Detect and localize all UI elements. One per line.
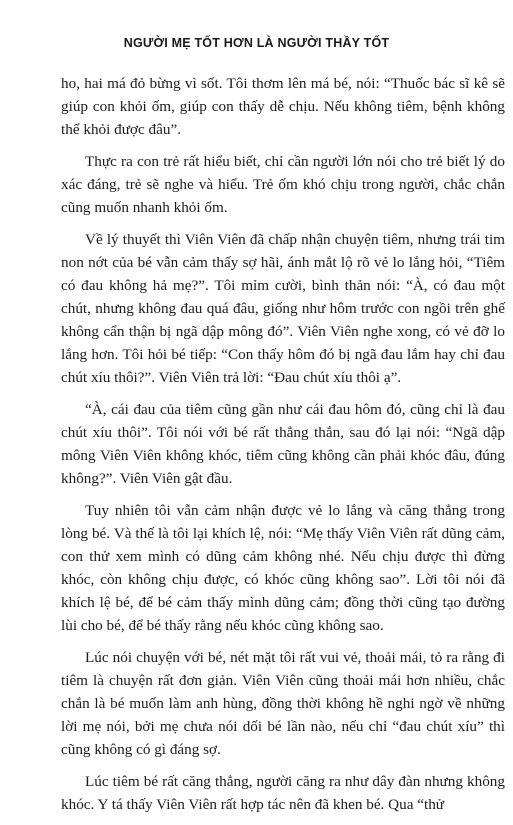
paragraph-1: ho, hai má đỏ bừng vì sốt. Tôi thơm lên má bé, nói: “Thuốc bác sĩ kê sẽ giúp con khỏi ốm, giúp con thấy dễ chịu. Nếu không tiêm, bệnh không thể khỏi được đâu”. [61,75,505,138]
running-header: NGƯỜI MẸ TỐT HƠN LÀ NGƯỜI THẦY TỐT [123,36,390,50]
page-body [61,72,505,825]
paragraph-2: Thực ra con trẻ rất hiểu biết, chỉ cần người lớn nói cho trẻ biết lý do xác đáng, trẻ sẽ nghe và hiểu. Trẻ ốm khó chịu trong người, chắc chắn cũng muốn nhanh khỏi ốm. [61,153,505,216]
paragraph-5: Tuy nhiên tôi vẫn cảm nhận được vẻ lo lắng và căng thẳng trong lòng bé. Và thế là tôi lại khích lệ, nói: “Mẹ thấy Viên Viên rất dũng cảm, con thử xem mình có dũng cảm không nhé. Nếu chịu được thì đừng khóc, còn không chịu được, có khóc cũng không sao”. Lời tôi nói đã khích lệ bé, để bé cảm thấy mình dũng cảm; đồng thời cũng tạo đường lùi cho bé, để bé thấy rằng nếu khóc cũng không sao. [61,502,505,634]
paragraph-4: “À, cái đau của tiêm cũng gần như cái đau hôm đó, cũng chỉ là đau chút xíu thôi”. Tôi nói với bé rất thẳng thắn, sau đó lại nói: “Ngã dập mông Viên Viên không khóc, tiêm cũng không cần phải khóc đâu, đúng không?”. Viên Viên gật đầu. [61,401,505,487]
paragraph-7: Lúc tiêm bé rất căng thẳng, người căng ra như dây đàn nhưng không khóc. Y tá thấy Viên Viên rất hợp tác nên đã khen bé. Qua “thử [61,773,505,813]
paragraph-6: Lúc nói chuyện với bé, nét mặt tôi rất vui vẻ, thoải mái, tỏ ra rằng đi tiêm là chuyện rất đơn giản. Viên Viên cũng thoải mái hơn nhiều, chắc chắn là bé muốn làm anh hùng, đồng thời không hề nghi ngờ về những lời mẹ nói, bởi mẹ chưa nói dối bé lần nào, nếu chỉ “đau chút xíu” thì cũng không có gì đáng sợ. [61,649,505,758]
paragraph-3: Về lý thuyết thì Viên Viên đã chấp nhận chuyện tiêm, nhưng trái tim non nớt của bé vẫn cảm thấy sợ hãi, ánh mắt lộ rõ vẻ lo lắng hỏi, “Tiêm có đau không hả mẹ?”. Tôi mỉm cười, bình thản nói: “À, có đau một chút, nhưng không đau quá đâu, giống như hôm trước con ngồi trên ghế không cẩn thận bị ngã dập mông đó”. Viên Viên nghe xong, có vẻ đỡ lo lắng hơn. Tôi hỏi bé tiếp: “Con thấy hôm đó bị ngã đau lắm hay chỉ đau chút xíu thôi?”. Viên Viên trả lời: “Đau chút xíu thôi ạ”. [61,231,505,386]
